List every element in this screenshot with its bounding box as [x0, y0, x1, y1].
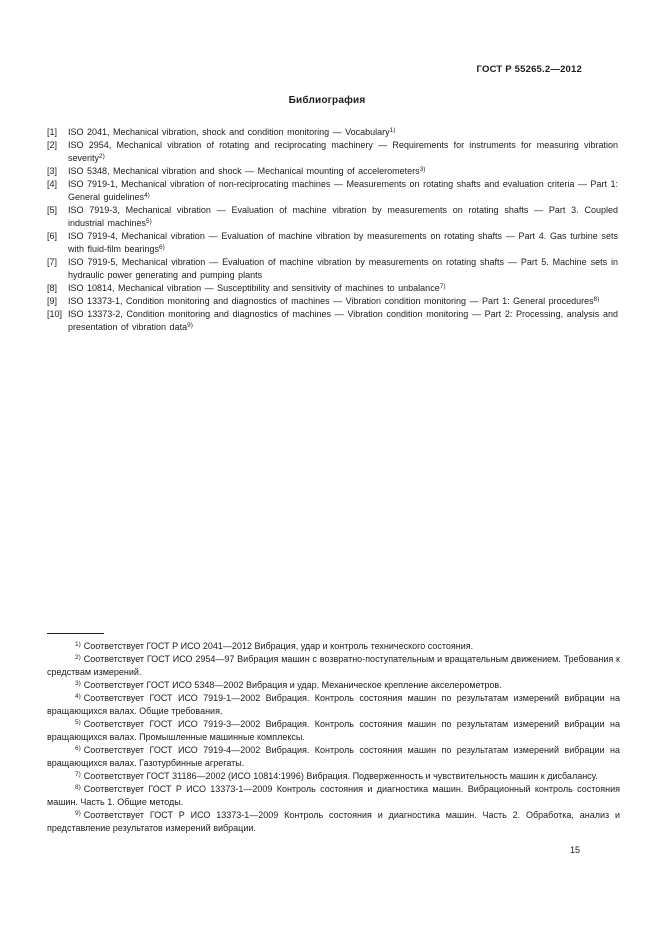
footnote-marker: 4) — [144, 192, 150, 199]
footnote-number: 8) — [75, 784, 81, 791]
reference-item — [47, 256, 618, 282]
reference-label: [2] — [47, 140, 58, 150]
reference-label: [4] — [47, 179, 58, 189]
reference-text — [68, 204, 618, 230]
reference-text — [68, 165, 618, 178]
reference-text — [68, 178, 618, 204]
reference-text — [68, 295, 618, 308]
footnote — [47, 809, 620, 835]
reference-item — [47, 178, 618, 204]
footnote — [47, 718, 620, 744]
footnote-marker: 7) — [439, 283, 446, 290]
footnote-number: 7) — [75, 771, 81, 778]
footnote-marker: 5) — [146, 218, 152, 225]
reference-item — [47, 165, 618, 178]
footnote-text: Соответствует ГОСТ Р ИСО 13373-1—2009 Контроль состояния и диагностика машин. Вибрационный контроль состояния машин. Часть 1. Общие методы. — [47, 784, 620, 807]
footnote-number: 6) — [75, 745, 81, 752]
footnote-text: Соответствует ГОСТ ИСО 2954—97 Вибрация машин с возвратно-поступательным и вращательным движением. Требования к средствам измерений. — [47, 654, 620, 677]
footnote-text: Соответствует ГОСТ ИСО 5348—2002 Вибрация и удар. Механическое крепление акселерометров. — [83, 680, 502, 690]
footnotes-section — [47, 633, 620, 835]
reference-label: [10] — [47, 309, 63, 319]
reference-label: [1] — [47, 127, 58, 137]
footnote-marker: 8) — [593, 296, 600, 303]
reference-label: [8] — [47, 283, 58, 293]
reference-text — [68, 139, 618, 165]
reference-text — [68, 282, 618, 295]
page-title: Библиография — [288, 95, 366, 106]
page-number: 15 — [569, 845, 580, 855]
footnote-marker: 3) — [419, 166, 426, 173]
reference-label: [7] — [47, 257, 58, 267]
reference-text-body: ISO 7919-1, Mechanical vibration of non-reciprocating machines — Measurements on rotating shafts and evaluation criteria — Part 1: General guidelines — [68, 179, 618, 202]
footnote — [47, 783, 620, 809]
reference-text-body: ISO 13373-1, Condition monitoring and diagnostics of machines — Vibration condition monitoring — Part 1: General procedures — [68, 296, 594, 306]
reference-label: [3] — [47, 166, 58, 176]
reference-text-body: ISO 7919-4, Mechanical vibration — Evaluation of machine vibration by measurements on rotating shafts — Part 4. Gas turbine sets with fluid-film bearings — [68, 231, 618, 254]
footnote — [47, 640, 620, 653]
reference-item — [47, 139, 618, 165]
footnote-number: 5) — [75, 719, 81, 726]
reference-label: [5] — [47, 205, 58, 215]
reference-item — [47, 308, 618, 334]
footnote-marker: 6) — [159, 244, 165, 251]
footnote-text: Соответствует ГОСТ 31186—2002 (ИСО 10814:1996) Вибрация. Подверженность и чувствительность машин к дисбалансу. — [83, 771, 598, 781]
reference-text — [68, 230, 618, 256]
bibliography-list — [47, 126, 618, 334]
footnote-marker: 2) — [99, 153, 105, 160]
reference-text-body: ISO 7919-5, Mechanical vibration — Evaluation of machine vibration by measurements on rotating shafts — Part 5. Machine sets in hydraulic power generating and pumping plants — [68, 257, 618, 280]
reference-item — [47, 295, 618, 308]
footnote-text: Соответствует ГОСТ ИСО 7919-4—2002 Вибрация. Контроль состояния машин по результатам измерений вибрации на вращающихся валах. Газотурбинные агрегаты. — [47, 745, 620, 768]
footnote-number: 2) — [75, 654, 81, 661]
footnote-number: 4) — [75, 693, 81, 700]
footnote-text: Соответствует ГОСТ ИСО 7919-1—2002 Вибрация. Контроль состояния машин по результатам измерений вибрации на вращающихся валах. Общие требования. — [47, 693, 620, 716]
footnote — [47, 679, 620, 692]
reference-item — [47, 282, 618, 295]
reference-text-body: ISO 2954, Mechanical vibration of rotating and reciprocating machinery — Requirements for instruments for measuring vibration severity — [68, 140, 618, 163]
footnote-number: 9) — [75, 810, 81, 817]
footnote — [47, 692, 620, 718]
footnote-separator — [47, 633, 104, 634]
doc-number: ГОСТ Р 55265.2—2012 — [476, 64, 582, 75]
reference-item — [47, 230, 618, 256]
footnote-number: 1) — [75, 641, 81, 648]
reference-text — [68, 126, 618, 139]
footnote-text: Соответствует ГОСТ Р ИСО 2041—2012 Вибрация, удар и контроль технического состояния. — [83, 641, 474, 651]
reference-item — [47, 204, 618, 230]
footnote — [47, 770, 620, 783]
reference-text — [68, 256, 618, 282]
footnote — [47, 653, 620, 679]
reference-item — [47, 126, 618, 139]
reference-text-body: ISO 10814, Mechanical vibration — Susceptibility and sensitivity of machines to unbalance — [68, 283, 440, 293]
footnote-text: Соответствует ГОСТ ИСО 7919-3—2002 Вибрация. Контроль состояния машин по результатам измерений вибрации на вращающихся валах. Промышленные машинные комплексы. — [47, 719, 620, 742]
footnote-number: 3) — [75, 680, 81, 687]
reference-text-body: ISO 5348, Mechanical vibration and shock — Mechanical mounting of accelerometers — [68, 166, 420, 176]
footnote-marker: 1) — [389, 127, 396, 134]
reference-text-body: ISO 2041, Mechanical vibration, shock and condition monitoring — Vocabulary — [68, 127, 390, 137]
reference-label: [9] — [47, 296, 58, 306]
reference-text-body: ISO 7919-3, Mechanical vibration — Evaluation of machine vibration by measurements on rotating shafts — Part 3. Coupled industrial machines — [68, 205, 618, 228]
reference-text — [68, 308, 618, 334]
footnote — [47, 744, 620, 770]
reference-label: [6] — [47, 231, 58, 241]
footnote-marker: 9) — [187, 322, 193, 329]
reference-text-body: ISO 13373-2, Condition monitoring and diagnostics of machines — Vibration condition monitoring — Part 2: Processing, analysis and presentation of vibration data — [68, 309, 618, 332]
footnote-text: Соответствует ГОСТ Р ИСО 13373-1—2009 Контроль состояния и диагностика машин. Часть 2. Обработка, анализ и представление результатов измерений вибрации. — [47, 810, 620, 833]
